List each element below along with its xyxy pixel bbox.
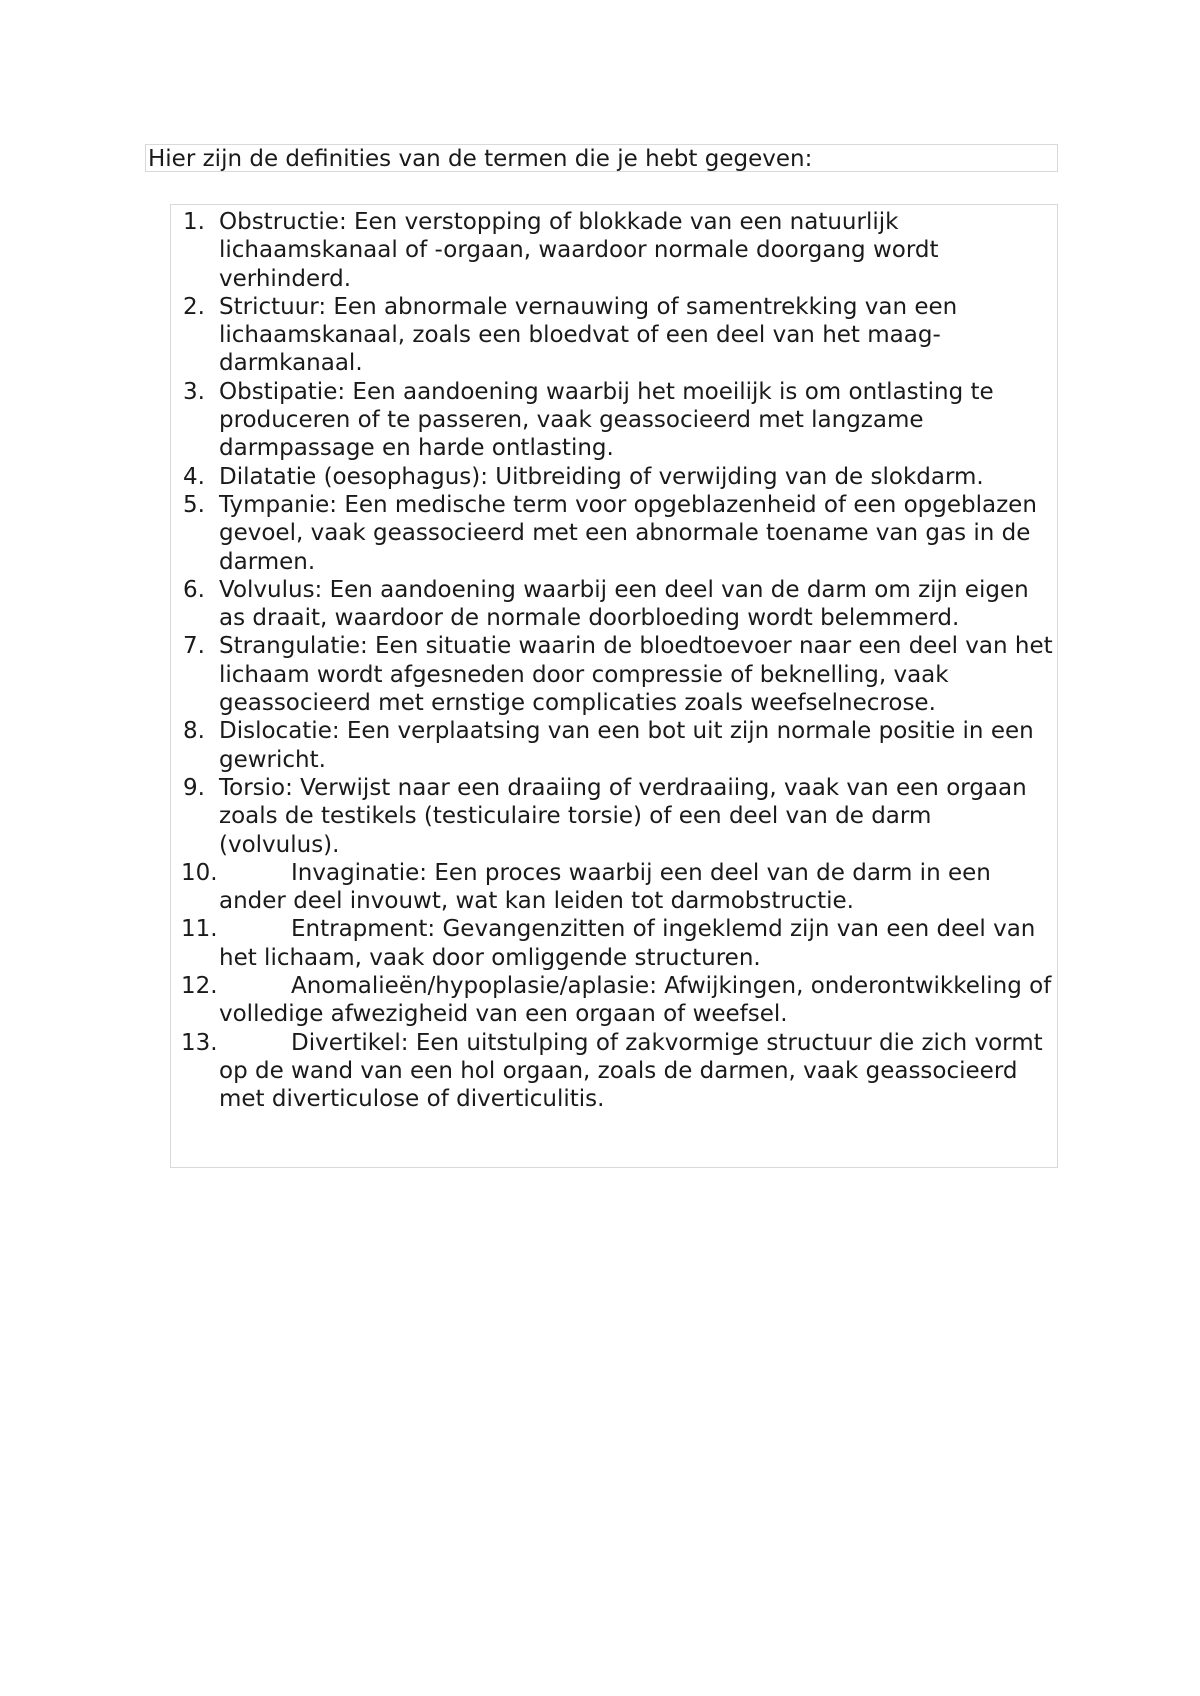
item-number: 2. xyxy=(183,293,205,320)
definition-item xyxy=(171,774,1057,859)
item-number: 12. xyxy=(181,973,218,1000)
item-number: 11. xyxy=(181,916,218,943)
item-number: 8. xyxy=(183,718,205,745)
item-number: 7. xyxy=(183,633,205,660)
definition-item xyxy=(171,915,1057,972)
definition-item xyxy=(171,859,1057,916)
definition-item xyxy=(171,378,1057,463)
item-text: Strangulatie: Een situatie waarin de bloedtoevoer naar een deel van het lichaam wordt afgesneden door compressie of beknelling, vaak geassocieerd met ernstige complicaties zoals weefselnecrose. xyxy=(219,633,1053,717)
definitions-box xyxy=(170,204,1058,1168)
item-text: Dislocatie: Een verplaatsing van een bot uit zijn normale positie in een gewricht. xyxy=(219,718,1034,773)
item-number: 9. xyxy=(183,774,205,801)
definition-item xyxy=(171,576,1057,633)
item-number: 4. xyxy=(183,463,205,490)
item-text: Entrapment: Gevangenzitten of ingeklemd zijn van een deel van het lichaam, vaak door omliggende structuren. xyxy=(219,916,1036,971)
item-text: Tympanie: Een medische term voor opgeblazenheid of een opgeblazen gevoel, vaak geassocieerd met een abnormale toename van gas in de darmen. xyxy=(219,491,1037,575)
item-number: 5. xyxy=(183,491,205,518)
item-text: Strictuur: Een abnormale vernauwing of samentrekking van een lichaamskanaal, zoals een bloedvat of een deel van het maag-darmkanaal. xyxy=(219,293,958,377)
item-text: Obstructie: Een verstopping of blokkade van een natuurlijk lichaamskanaal of -orgaan, waardoor normale doorgang wordt verhinderd. xyxy=(219,209,939,292)
item-text: Anomalieën/hypoplasie/aplasie: Afwijkingen, onderontwikkeling of volledige afwezigheid van een orgaan of weefsel. xyxy=(219,973,1052,1028)
definition-item xyxy=(171,1029,1057,1114)
item-number: 10. xyxy=(181,859,218,886)
item-number: 1. xyxy=(183,209,205,235)
definition-item xyxy=(171,208,1057,293)
item-text: Volvulus: Een aandoening waarbij een deel van de darm om zijn eigen as draait, waardoor de normale doorbloeding wordt belemmerd. xyxy=(219,576,1029,632)
intro-paragraph xyxy=(145,144,1058,172)
item-text: Invaginatie: Een proces waarbij een deel van de darm in een ander deel invouwt, wat kan leiden tot darmobstructie. xyxy=(219,859,991,915)
item-number: 6. xyxy=(183,576,205,603)
item-text: Obstipatie: Een aandoening waarbij het moeilijk is om ontlasting te produceren of te passeren, vaak geassocieerd met langzame darmpassage en harde ontlasting. xyxy=(219,378,994,462)
definition-item xyxy=(171,491,1057,576)
item-text: Divertikel: Een uitstulping of zakvormige structuur die zich vormt op de wand van een hol orgaan, zoals de darmen, vaak geassocieerd met diverticulose of diverticulitis. xyxy=(219,1029,1043,1113)
definition-item xyxy=(171,972,1057,1029)
definition-item xyxy=(171,632,1057,717)
definition-item xyxy=(171,293,1057,378)
definition-item xyxy=(171,463,1057,491)
item-text: Dilatatie (oesophagus): Uitbreiding of verwijding van de slokdarm. xyxy=(219,463,984,490)
definition-item xyxy=(171,717,1057,774)
definitions-list xyxy=(171,208,1057,1114)
intro-text: Hier zijn de definities van de termen die je hebt gegeven: xyxy=(148,146,813,172)
item-text: Torsio: Verwijst naar een draaiing of verdraaiing, vaak van een orgaan zoals de testikels (testiculaire torsie) of een deel van de darm (volvulus). xyxy=(219,774,1027,858)
item-number: 3. xyxy=(183,378,205,405)
item-number: 13. xyxy=(181,1029,218,1056)
